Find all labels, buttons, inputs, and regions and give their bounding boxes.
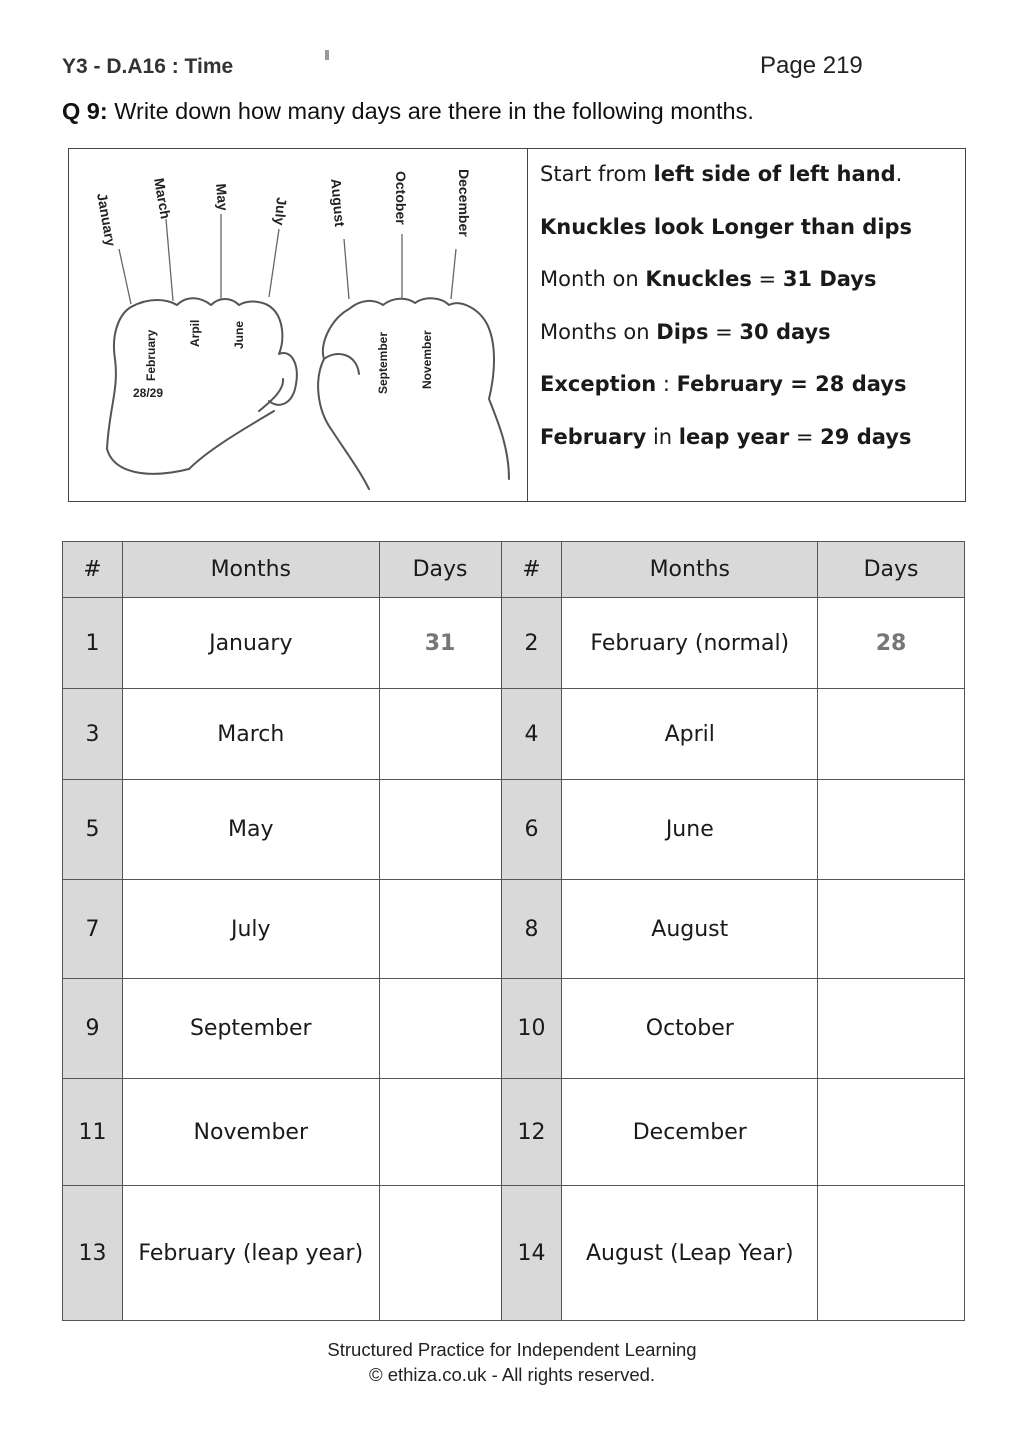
rule-text: : xyxy=(656,372,677,397)
month-name: January xyxy=(122,598,379,689)
rule-text: Month on xyxy=(540,267,646,292)
header-days-left: Days xyxy=(379,542,501,598)
months-days-table xyxy=(62,541,965,1321)
days-answer-cell[interactable] xyxy=(379,689,501,780)
table-row xyxy=(63,1079,965,1186)
rule-text: Start from xyxy=(540,162,654,186)
rule-emphasis: 29 days xyxy=(820,424,912,449)
row-number: 1 xyxy=(63,598,123,689)
rule-emphasis: Exception xyxy=(540,372,657,397)
page-number: Page 219 xyxy=(760,52,863,79)
rule-text: = xyxy=(708,319,740,344)
table-row xyxy=(63,979,965,1079)
footer-tagline: Structured Practice for Independent Learning xyxy=(327,1339,697,1360)
illus-label-may: May xyxy=(213,182,232,212)
month-name: June xyxy=(562,780,818,880)
days-answer-cell[interactable] xyxy=(379,880,501,979)
rule-text: Months on xyxy=(540,319,657,344)
days-answer-cell[interactable] xyxy=(379,780,501,880)
illus-label-april: Arpil xyxy=(188,319,202,347)
rule-line xyxy=(540,212,965,265)
left-wrist xyxy=(107,449,189,474)
illus-label-november: November xyxy=(420,330,434,389)
stray-mark xyxy=(325,50,329,60)
row-number: 13 xyxy=(63,1186,123,1321)
rule-emphasis: Dips xyxy=(656,319,709,344)
table-row xyxy=(63,598,965,689)
days-answer-cell[interactable] xyxy=(818,689,965,780)
days-answer-cell[interactable]: 31 xyxy=(379,598,501,689)
rule-emphasis: 31 Days xyxy=(782,267,877,292)
rule-emphasis: leap year xyxy=(678,424,790,449)
month-name: July xyxy=(122,880,379,979)
days-answer-cell[interactable] xyxy=(379,979,501,1079)
days-answer-cell[interactable] xyxy=(379,1186,501,1321)
rule-text: = xyxy=(751,267,783,292)
worksheet-topic: Y3 - D.A16 : Time xyxy=(62,55,234,78)
rule-text: = xyxy=(789,424,821,449)
rule-line xyxy=(540,317,965,370)
row-number: 2 xyxy=(501,598,562,689)
rule-emphasis: left side of left hand xyxy=(653,162,896,186)
illus-label-june: June xyxy=(232,320,246,349)
rule-emphasis: 30 days xyxy=(739,319,831,344)
header-months-left: Months xyxy=(122,542,379,598)
row-number: 9 xyxy=(63,979,123,1079)
days-answer-cell[interactable] xyxy=(818,780,965,880)
illus-feb-note: 28/29 xyxy=(133,386,164,400)
month-name: May xyxy=(122,780,379,880)
rule-emphasis: February = 28 days xyxy=(676,372,907,397)
illus-label-february: February xyxy=(144,329,158,381)
row-number: 10 xyxy=(501,979,562,1079)
table-row xyxy=(63,880,965,979)
month-name: March xyxy=(122,689,379,780)
days-answer-cell[interactable] xyxy=(379,1079,501,1186)
days-answer-cell[interactable] xyxy=(818,979,965,1079)
knuckle-illustration xyxy=(69,149,528,501)
rule-text: in xyxy=(646,424,679,449)
month-name: October xyxy=(562,979,818,1079)
right-thumb xyxy=(324,354,359,374)
illus-label-august: August xyxy=(328,177,349,228)
days-answer-cell[interactable] xyxy=(818,880,965,979)
table-header-row xyxy=(63,542,965,598)
row-number: 12 xyxy=(501,1079,562,1186)
month-name: December xyxy=(562,1079,818,1186)
table-row xyxy=(63,1186,965,1321)
month-name: February (leap year) xyxy=(122,1186,379,1321)
question-label: Q 9: xyxy=(62,98,108,124)
rule-line xyxy=(540,264,965,317)
days-answer-cell[interactable]: 28 xyxy=(818,598,965,689)
knuckle-method-box xyxy=(68,148,966,502)
row-number: 4 xyxy=(501,689,562,780)
rule-line xyxy=(540,369,965,422)
footer-copyright: © ethiza.co.uk - All rights reserved. xyxy=(368,1364,656,1385)
row-number: 14 xyxy=(501,1186,562,1321)
header-num-left: # xyxy=(63,542,123,598)
days-answer-cell[interactable] xyxy=(818,1079,965,1186)
header-days-right: Days xyxy=(818,542,965,598)
rule-line xyxy=(540,159,965,212)
table-row xyxy=(63,689,965,780)
row-number: 6 xyxy=(501,780,562,880)
row-number: 3 xyxy=(63,689,123,780)
rules-list xyxy=(528,149,965,501)
rule-text: . xyxy=(895,162,903,186)
question-body: Write down how many days are there in the following months. xyxy=(114,98,754,124)
header-months-right: Months xyxy=(562,542,818,598)
illus-label-december: December xyxy=(456,169,472,237)
days-answer-cell[interactable] xyxy=(818,1186,965,1321)
illus-label-january: January xyxy=(94,191,120,248)
rule-emphasis: Knuckles xyxy=(645,267,752,292)
month-name: September xyxy=(122,979,379,1079)
row-number: 7 xyxy=(63,880,123,979)
month-name: April xyxy=(562,689,818,780)
row-number: 8 xyxy=(501,880,562,979)
header-num-right: # xyxy=(501,542,562,598)
illus-label-october: October xyxy=(393,171,409,225)
rule-line xyxy=(540,422,965,475)
month-name: November xyxy=(122,1079,379,1186)
illus-label-march: March xyxy=(151,176,174,221)
table-row xyxy=(63,780,965,880)
row-number: 5 xyxy=(63,780,123,880)
row-number: 11 xyxy=(63,1079,123,1186)
hands-drawing xyxy=(69,149,526,500)
rule-emphasis: February xyxy=(540,424,647,449)
rule-emphasis: Knuckles look Longer than dips xyxy=(540,214,913,239)
month-name: August xyxy=(562,880,818,979)
illus-label-september: September xyxy=(376,331,390,394)
month-name: August (Leap Year) xyxy=(562,1186,818,1321)
right-fist-outline xyxy=(318,298,509,489)
illus-label-july: July xyxy=(271,196,290,227)
month-name: February (normal) xyxy=(562,598,818,689)
question-text xyxy=(62,98,754,125)
